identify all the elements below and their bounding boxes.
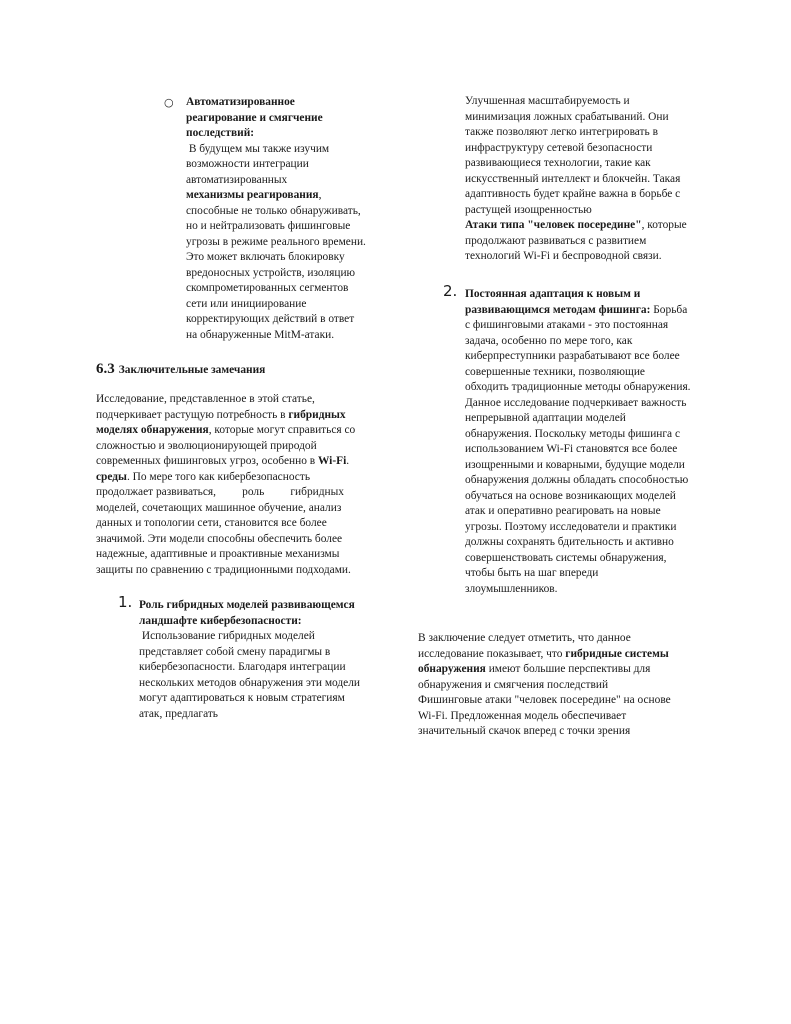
item-number-2: 2. — [443, 282, 458, 300]
section-heading — [96, 360, 265, 378]
continuation-line: растущей изощренностью — [465, 203, 592, 216]
bullet-body-line: Это может включать блокировку — [186, 251, 345, 263]
conclusion-line: Wi-Fi. Предложенная модель обеспечивает — [418, 709, 627, 722]
item-body-line: нескольких методов обнаружения эти модели — [139, 676, 361, 689]
bullet-body-line: автоматизированных — [186, 173, 288, 186]
item-title-line: развивающимся методам фишинга: — [465, 303, 651, 316]
paragraph-line: Исследование, представленное в этой статье, — [96, 393, 315, 405]
bullet-title-line: последствий: — [186, 127, 255, 139]
continuation-line: адаптивность будет крайне важна в борьбе с — [465, 188, 681, 200]
item-body-line: Использование гибридных моделей — [139, 630, 315, 642]
conclusion-bold: гибридные системы — [565, 647, 669, 660]
paragraph-bold: среды — [96, 470, 127, 483]
paragraph-line: значимой. Эти модели способны обеспечить более — [96, 532, 343, 545]
section-title: Заключительные замечания — [118, 364, 266, 376]
paragraph-bold: гибридных — [288, 408, 346, 421]
item-body-line: обнаружения должны обладать способностью — [465, 474, 689, 486]
paragraph-word: гибридных — [290, 486, 344, 498]
paragraph-line: . — [346, 455, 350, 467]
conclusion-line: В заключение следует отметить, что данное — [418, 632, 631, 644]
item-body-line: непрерывной адаптации моделей — [465, 412, 626, 424]
item-number-1: 1. — [118, 593, 133, 611]
paragraph-justified-line — [96, 485, 344, 501]
item-body-line: должны сохранять бдительность и активно — [465, 536, 674, 548]
conclusion-line: значительный скачок вперед с точки зрения — [418, 725, 631, 737]
bullet-body-line: возможности интеграции — [186, 158, 309, 170]
bullet-body-text: , — [318, 189, 322, 201]
conclusion-paragraph — [418, 631, 671, 740]
bullet-body-line: вредоносных устройств, изоляцию — [186, 266, 356, 279]
bullet-body-line: но и нейтрализовать фишинговые — [186, 220, 351, 232]
item-body-line: чтобы быть на шаг впереди — [465, 567, 599, 579]
continuation-line: искусственный интеллект и блокчейн. Такая — [465, 172, 681, 185]
section-number: 6.3 — [96, 361, 115, 377]
item-body-line: задача, особенно по мере того, как — [465, 334, 633, 347]
continuation-line: развивающиеся технологии, такие как — [465, 157, 651, 169]
item-title-line: Постоянная адаптация к новым и — [465, 288, 641, 300]
continuation-line: Улучшенная масштабируемость и — [465, 95, 630, 107]
conclusion-line: обнаружения и смягчения последствий — [418, 678, 609, 691]
concluding-paragraph — [96, 392, 362, 578]
bullet-title-line: реагирование и смягчение — [186, 111, 323, 124]
continuation-line: , которые — [641, 219, 687, 231]
item-body-line: могут адаптироваться к новым стратегиям — [139, 692, 345, 704]
paragraph-line: , которые могут справиться со — [208, 424, 356, 436]
paragraph-word: продолжает развиваться, — [96, 486, 217, 498]
paragraph-line: данных и топологии сети, становится все более — [96, 517, 327, 529]
item-body-line: представляет собой смену парадигмы в — [139, 645, 331, 658]
item-body-line: Борьба — [650, 303, 688, 316]
paragraph-line: моделей, сочетающих машинное обучение, анализ — [96, 501, 342, 514]
paragraph-line: . По мере того как кибербезопасность — [126, 470, 311, 483]
continuation-line: продолжают развиваться с развитием — [465, 234, 647, 247]
item-body-line: Данное исследование подчеркивает важность — [465, 396, 687, 409]
bullet-body-line: сети или инициирование — [186, 297, 307, 310]
item-body-line: атак, предлагать — [139, 707, 218, 720]
item-title-line: Роль гибридных моделей развивающемся — [139, 599, 355, 611]
item-body-line: обнаружения. Поскольку методы фишинга с — [465, 427, 681, 440]
conclusion-line: исследование показывает, что — [418, 647, 566, 660]
continuation-block — [465, 94, 687, 265]
item-title-line: ландшафте кибербезопасности: — [139, 614, 302, 627]
continuation-line: минимизация ложных срабатываний. Они — [465, 110, 669, 123]
paragraph-line: сложностью и эволюционирующей природой — [96, 439, 317, 452]
paragraph-bold: моделях обнаружения — [96, 424, 209, 436]
continuation-line: также позволяют легко интегрировать в — [465, 126, 658, 138]
paragraph-line: современных фишинговых угроз, особенно в — [96, 455, 318, 467]
item-body-line: обходить традиционные методы обнаружения. — [465, 381, 691, 393]
paragraph-bold: Wi-Fi — [317, 455, 347, 467]
paragraph-line: подчеркивает растущую потребность в — [96, 408, 289, 421]
item-body-line: обучаться на основе возникающих моделей — [465, 489, 676, 502]
conclusion-bold: обнаружения — [418, 663, 486, 675]
continuation-line: инфраструктуру сетевой безопасности — [465, 141, 653, 154]
bullet-body-line: на обнаруженные MitM-атаки. — [186, 328, 335, 341]
numbered-item-adaptation — [465, 287, 691, 597]
item-body-line: изощренными и коварными, будущие модели — [465, 458, 685, 471]
conclusion-line: имеют большие перспективы для — [485, 663, 651, 675]
bullet-body-line: угрозы в режиме реального времени. — [186, 235, 366, 248]
bullet-body-line: корректирующих действий в ответ — [186, 313, 355, 325]
paragraph-word: роль — [242, 486, 265, 498]
bullet-body-line: способные не только обнаруживать, — [186, 204, 361, 217]
item-body-line: с фишинговыми атаками - это постоянная — [465, 319, 669, 331]
bullet-body-line: скомпрометированных сегментов — [186, 282, 349, 294]
item-body-line: киберпреступники разрабатывают все более — [465, 350, 680, 362]
bullet-title-line: Автоматизированное — [186, 96, 295, 108]
item-body-line: использованием Wi-Fi становятся все более — [465, 443, 678, 455]
item-body-line: атак и оперативно реагировать на новые — [465, 505, 661, 517]
item-body-line: кибербезопасности. Благодаря интеграции — [139, 661, 346, 673]
item-body-line: совершенные техники, позволяющие — [465, 365, 645, 378]
paragraph-line: защиты по сравнению с традиционными подходами. — [96, 563, 351, 576]
bullet-marker: ○ — [164, 96, 174, 109]
numbered-item-hybrid-role — [139, 598, 360, 722]
item-body-line: злоумышленников. — [465, 582, 558, 595]
paragraph-line: надежные, адаптивные и проактивные механизмы — [96, 548, 340, 560]
item-body-line: угрозы. Поэтому исследователи и практики — [465, 520, 677, 533]
bullet-item-automated-response — [186, 95, 366, 343]
bullet-body-line: В будущем мы также изучим — [186, 142, 330, 155]
conclusion-line: Фишинговые атаки "человек посередине" на основе — [418, 694, 671, 706]
bullet-bold-phrase: механизмы реагирования — [186, 189, 319, 201]
item-body-line: совершенствовать системы обнаружения, — [465, 551, 667, 564]
continuation-bold: Атаки типа "человек посередине" — [465, 219, 642, 231]
continuation-line: технологий Wi-Fi и беспроводной связи. — [465, 250, 662, 262]
